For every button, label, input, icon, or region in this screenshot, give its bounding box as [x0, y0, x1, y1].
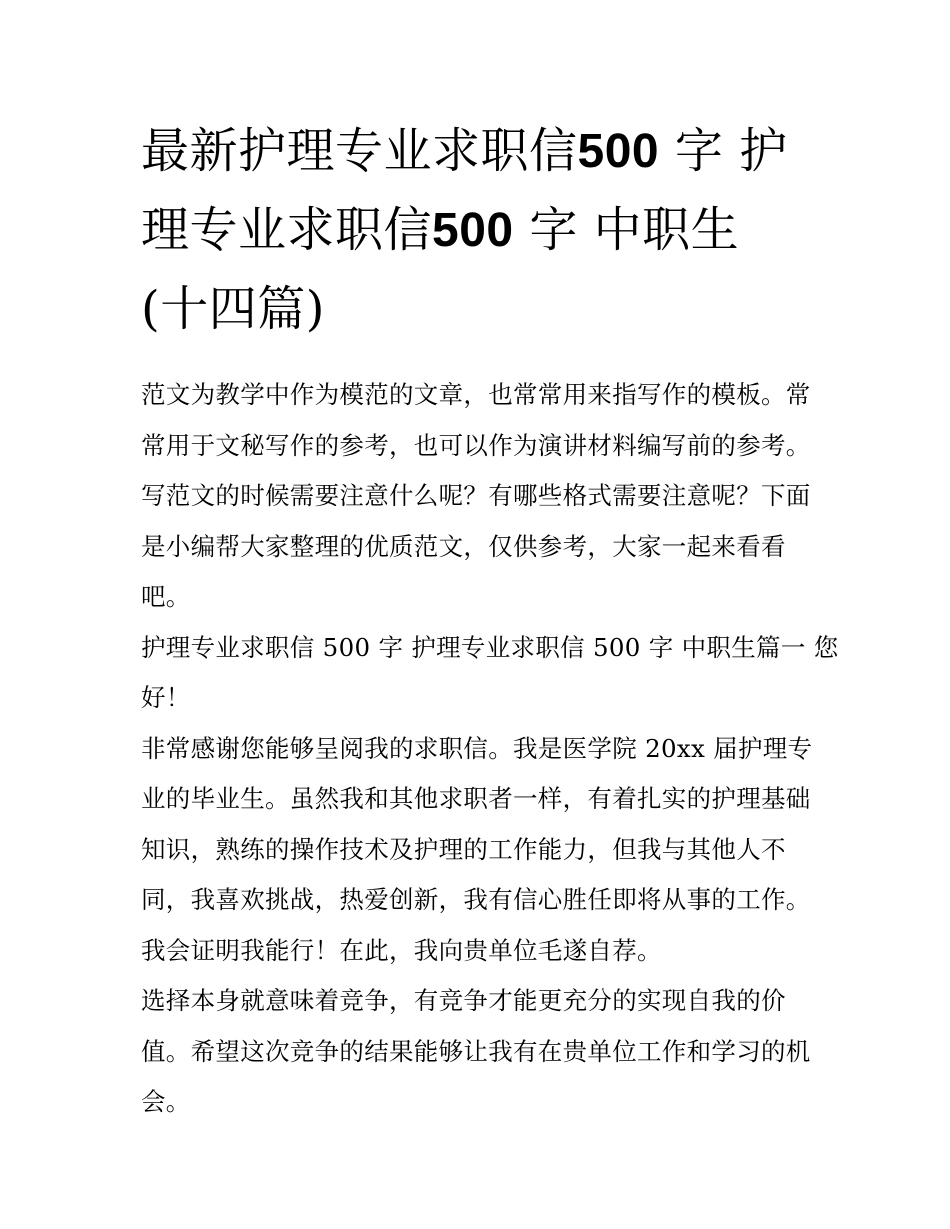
- document-body: [141, 370, 839, 1128]
- text-line: 非常感谢您能够呈阅我的求职信。我是医学院 20xx 届护理专: [141, 733, 813, 763]
- title-number: 500: [577, 125, 660, 178]
- title-text: (十四篇): [141, 281, 325, 337]
- text-line: 知识，熟练的操作技术及护理的工作能力，但我与其他人不: [141, 834, 786, 864]
- text-line: 护理专业求职信 500 字 护理专业求职信 500 字 中职生篇一 您: [141, 632, 839, 662]
- text-line: 吧。: [141, 582, 191, 611]
- text-line: 常用于文秘写作的参考，也可以作为演讲材料编写前的参考。: [141, 430, 811, 460]
- title-text: 最新护理专业求职信: [141, 123, 578, 179]
- title-line: [141, 191, 817, 270]
- title-text: 字 护: [674, 123, 788, 179]
- title-line: [141, 112, 817, 191]
- text-line: 范文为教学中作为模范的文章，也常常用来指写作的模板。常: [141, 380, 811, 409]
- paragraph-body: [141, 976, 817, 1128]
- text-line: 写范文的时候需要注意什么呢？有哪些格式需要注意呢？下面: [141, 481, 811, 510]
- title-text: 字 中职生: [529, 202, 740, 258]
- text-line: 会。: [141, 1087, 191, 1116]
- text-line: 同，我喜欢挑战，热爱创新，我有信心胜任即将从事的工作。: [141, 885, 811, 914]
- paragraph-body: [141, 724, 817, 977]
- title-text: 理专业求职信: [141, 202, 433, 258]
- title-number: 500: [432, 204, 514, 257]
- text-line: 值。希望这次竞争的结果能够让我有在贵单位工作和学习的机: [141, 1036, 811, 1066]
- text-line: 好！: [141, 683, 191, 712]
- text-line: 我会证明我能行！在此，我向贵单位毛遂自荐。: [141, 935, 662, 965]
- paragraph-heading: [141, 623, 839, 724]
- title-line: [141, 270, 817, 348]
- document-content: [141, 112, 839, 1128]
- text-line: 是小编帮大家整理的优质范文，仅供参考，大家一起来看看: [141, 531, 786, 561]
- text-line: 业的毕业生。虽然我和其他求职者一样，有着扎实的护理基础: [141, 784, 811, 813]
- document-title: [141, 112, 817, 348]
- text-line: 选择本身就意味着竞争，有竞争才能更充分的实现自我的价: [141, 986, 786, 1015]
- paragraph-intro: [141, 370, 817, 623]
